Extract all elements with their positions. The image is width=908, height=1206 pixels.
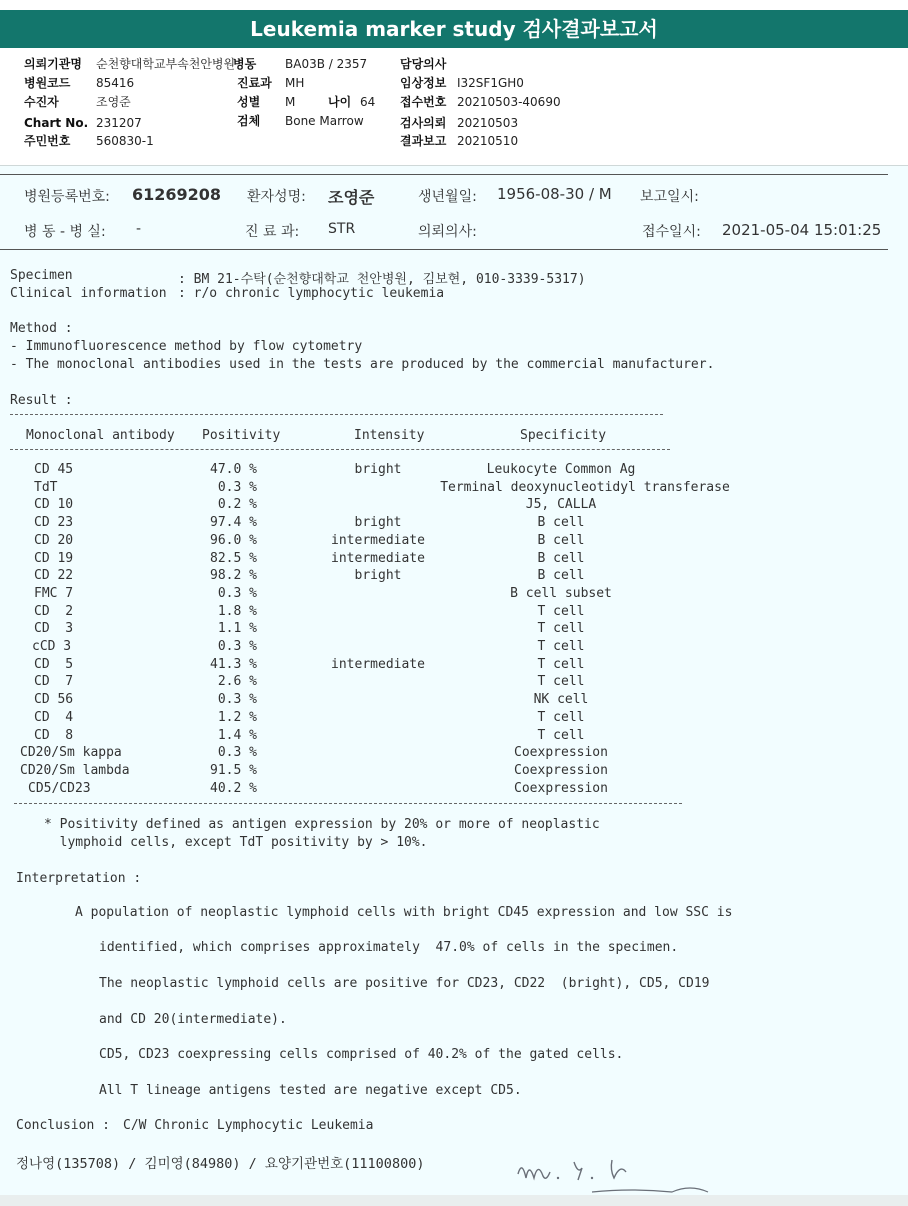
patient-rule <box>0 249 888 250</box>
specificity-cell: T cell <box>537 656 585 672</box>
doctor-label: 의뢰의사: <box>418 224 477 240</box>
signature-date: '21.5.10 <box>632 1164 637 1165</box>
positivity-cell: 91.5 % <box>210 762 257 778</box>
antibody-cell: CD20/Sm kappa <box>20 745 122 761</box>
specificity-cell: T cell <box>537 709 585 725</box>
label-request-date: 검사의뢰 <box>400 116 447 130</box>
reg-no-label: 병원등록번호: <box>24 189 110 205</box>
value-age: 64 <box>360 95 376 109</box>
positivity-cell: 2.6 % <box>217 674 257 690</box>
specificity-cell: Leukocyte Common Ag <box>486 462 636 477</box>
report-time-label: 보고일시: <box>640 189 699 205</box>
bottom-edge <box>0 1195 908 1206</box>
specificity-cell: T cell <box>537 603 585 619</box>
positivity-cell: 1.1 % <box>217 621 257 637</box>
interpretation-line-5: CD5, CD23 coexpressing cells comprised of 40.2% of the gated cells. <box>99 1047 624 1062</box>
dob-value: 1956-08-30 / M <box>497 185 612 203</box>
antibody-cell: CD 23 <box>34 515 74 531</box>
value-sex: M <box>285 95 296 109</box>
method-line-1: - Immunofluorescence method by flow cytometry <box>10 339 363 354</box>
interpretation-line-2: identified, which comprises approximately 47.0% of cells in the specimen. <box>99 940 679 955</box>
intensity-cell: bright <box>354 568 402 584</box>
positivity-cell: 47.0 % <box>210 462 257 477</box>
label-report-date: 결과보고 <box>400 134 447 148</box>
col-positivity: Positivity <box>202 428 281 443</box>
specificity-cell: Coexpression <box>514 745 608 761</box>
antibody-cell: CD 22 <box>34 568 74 584</box>
antibody-cell: CD 19 <box>34 550 74 566</box>
method-label: Method : <box>10 321 73 336</box>
antibody-cell: CD 4 <box>34 709 74 725</box>
value-patient: 조영준 <box>96 95 131 109</box>
reg-no-value: 61269208 <box>132 185 222 204</box>
antibody-cell: CD 5 <box>34 656 74 672</box>
positivity-cell: 0.2 % <box>217 497 257 513</box>
value-institution: 순천향대학교부속천안병원 <box>96 57 236 71</box>
interpretation-label: Interpretation : <box>16 871 142 886</box>
footnote-line-2: lymphoid cells, except TdT positivity by > 10%. <box>44 835 428 850</box>
intensity-cell: bright <box>354 462 402 477</box>
conclusion-label: Conclusion : <box>16 1118 110 1133</box>
value-request-date: 20210503 <box>457 116 519 130</box>
ward-label: 병 동 - 병 실: <box>24 224 106 240</box>
intensity-cell: intermediate <box>331 532 425 548</box>
specificity-cell: NK cell <box>533 692 589 708</box>
positivity-cell: 1.8 % <box>217 603 257 619</box>
receipt-time-value: 2021-05-04 15:01:25 <box>722 221 882 239</box>
intensity-cell: intermediate <box>331 550 425 566</box>
specificity-cell: T cell <box>537 621 585 637</box>
positivity-cell: 0.3 % <box>217 585 257 601</box>
label-hospital-code: 병원코드 <box>24 76 71 90</box>
patient-name-value: 조영준 <box>328 188 375 207</box>
antibody-cell: CD 45 <box>34 462 74 477</box>
value-resident-no: 560830-1 <box>96 134 154 148</box>
specimen-label: Specimen <box>10 268 73 283</box>
top-rule <box>0 174 888 175</box>
method-line-2: - The monoclonal antibodies used in the tests are produced by the commercial manufacturer. <box>10 357 715 372</box>
clinical-value: : r/o chronic lymphocytic leukemia <box>178 286 445 301</box>
specificity-cell: B cell <box>537 568 585 584</box>
specificity-cell: T cell <box>537 674 585 690</box>
positivity-cell: 41.3 % <box>210 656 257 672</box>
positivity-cell: 1.4 % <box>217 727 257 743</box>
col-specificity: Specificity <box>520 428 607 443</box>
label-specimen: 검체 <box>237 114 261 128</box>
conclusion-value: C/W Chronic Lymphocytic Leukemia <box>123 1118 374 1133</box>
table-rule-header <box>10 449 670 450</box>
label-department: 진료과 <box>237 76 272 90</box>
antibody-cell: CD 7 <box>34 674 74 690</box>
specificity-cell: B cell <box>537 550 585 566</box>
specificity-cell: T cell <box>537 639 585 654</box>
value-hospital-code: 85416 <box>96 76 135 90</box>
value-ward: BA03B / 2357 <box>285 57 368 71</box>
col-antibody: Monoclonal antibody <box>26 428 175 443</box>
label-institution: 의뢰기관명 <box>24 57 82 71</box>
positivity-cell: 40.2 % <box>210 780 257 796</box>
antibody-cell: TdT <box>34 479 58 495</box>
antibody-cell: CD 3 <box>34 621 74 637</box>
interpretation-line-3: The neoplastic lymphoid cells are positive for CD23, CD22 (bright), CD5, CD19 <box>99 976 710 991</box>
positivity-cell: 1.2 % <box>217 709 257 725</box>
label-clinical-info: 임상정보 <box>400 76 447 90</box>
footnote-line-1: * Positivity defined as antigen expression by 20% or more of neoplastic <box>44 817 600 832</box>
antibody-cell: CD 10 <box>34 497 74 513</box>
signers: 정나영(135708) / 김미영(84980) / 요양기관번호(11100800) <box>16 1156 425 1172</box>
positivity-cell: 0.3 % <box>217 692 257 708</box>
label-patient: 수진자 <box>24 95 59 109</box>
label-chart-no: Chart No. <box>24 116 89 130</box>
table-rule-bottom <box>14 803 682 804</box>
specificity-cell: Terminal deoxynucleotidyl transferase <box>440 479 730 495</box>
interpretation-line-4: and CD 20(intermediate). <box>99 1012 287 1027</box>
value-report-date: 20210510 <box>457 134 519 148</box>
specificity-cell: B cell <box>537 532 585 548</box>
intensity-cell: bright <box>354 515 402 531</box>
antibody-cell: CD 56 <box>34 692 74 708</box>
report-title: Leukemia marker study 검사결과보고서 <box>0 10 908 48</box>
specificity-cell: J5, CALLA <box>525 497 597 513</box>
positivity-cell: 0.3 % <box>217 745 257 761</box>
antibody-cell: CD 2 <box>34 603 74 619</box>
value-department: MH <box>285 76 305 90</box>
specificity-cell: Coexpression <box>514 780 608 796</box>
positivity-cell: 96.0 % <box>210 532 257 548</box>
antibody-cell: CD20/Sm lambda <box>20 762 130 778</box>
interpretation-line-6: All T lineage antigens tested are negative except CD5. <box>99 1083 522 1098</box>
specificity-cell: B cell subset <box>510 585 612 601</box>
value-clinical-info: I32SF1GH0 <box>457 76 524 90</box>
dept-label: 진 료 과: <box>245 224 300 240</box>
positivity-cell: 0.3 % <box>217 639 257 654</box>
dob-label: 생년월일: <box>418 189 477 205</box>
positivity-cell: 98.2 % <box>210 568 257 584</box>
antibody-cell: CD5/CD23 <box>28 780 91 796</box>
antibody-cell: cCD 3 <box>32 639 72 654</box>
specificity-cell: B cell <box>537 515 585 531</box>
intensity-cell: intermediate <box>331 656 425 672</box>
col-intensity: Intensity <box>354 428 425 443</box>
antibody-cell: CD 8 <box>34 727 74 743</box>
label-sex: 성별 <box>237 95 261 109</box>
positivity-cell: 97.4 % <box>210 515 257 531</box>
label-resident-no: 주민번호 <box>24 134 71 148</box>
specificity-cell: Coexpression <box>514 762 608 778</box>
antibody-cell: FMC 7 <box>34 585 74 601</box>
antibody-cell: CD 20 <box>34 532 74 548</box>
value-specimen: Bone Marrow <box>285 114 364 128</box>
label-age: 나이 <box>328 95 352 109</box>
patient-name-label: 환자성명: <box>247 189 306 205</box>
handwritten-signature <box>512 1152 722 1196</box>
label-receipt-no: 접수번호 <box>400 95 447 109</box>
report-body <box>0 165 908 1196</box>
ward-value: - <box>136 221 142 237</box>
value-chart-no: 231207 <box>96 116 142 130</box>
label-doctor: 담당의사 <box>400 57 447 71</box>
receipt-time-label: 접수일시: <box>642 224 701 240</box>
value-receipt-no: 20210503-40690 <box>457 95 561 109</box>
table-rule-top <box>10 414 663 415</box>
label-ward: 병동 <box>233 57 257 71</box>
specificity-cell: T cell <box>537 727 585 743</box>
specimen-value: : BM 21-수탁(순천향대학교 천안병원, 김보현, 010-3339-5317) <box>178 272 586 287</box>
positivity-cell: 82.5 % <box>210 550 257 566</box>
interpretation-line-1: A population of neoplastic lymphoid cells with bright CD45 expression and low SSC is <box>75 905 733 920</box>
dept-value: STR <box>328 221 356 237</box>
positivity-cell: 0.3 % <box>217 479 257 495</box>
result-label: Result : <box>10 393 73 408</box>
clinical-label: Clinical information <box>10 286 167 301</box>
